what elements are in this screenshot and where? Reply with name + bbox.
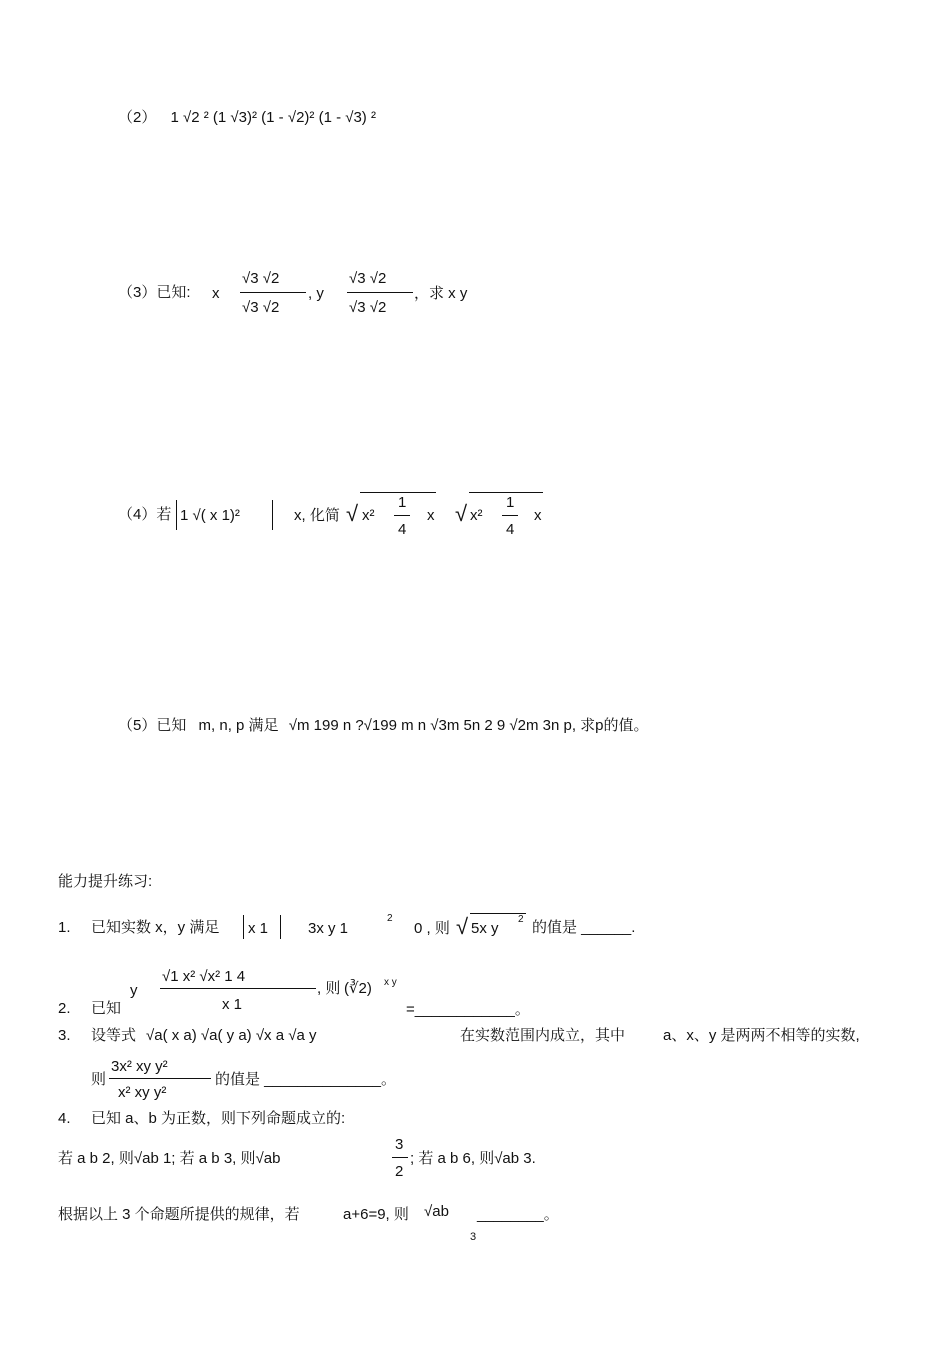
p2-numerator: √1 x² √x² 1 4 — [162, 968, 246, 985]
p3-cond: 在实数范围内成立，其中 — [460, 1027, 626, 1044]
p1-number: 1. — [58, 919, 71, 936]
p2-denominator: x 1 — [222, 996, 243, 1013]
p1-eq: 0 , 则 — [414, 920, 450, 937]
q2-line — [118, 108, 376, 128]
q4-rad2-tail: x — [534, 507, 542, 524]
p3-then: 则 — [91, 1071, 107, 1088]
q5-label: （5）已知 — [118, 717, 187, 734]
q3-fracbar2 — [347, 292, 413, 293]
q3-den1: √3 √2 — [242, 299, 280, 316]
p3-denominator: x² xy y² — [118, 1084, 167, 1101]
p4-rad: √ab — [424, 1203, 449, 1220]
q4-sqrtbar2 — [469, 492, 543, 493]
q5-vars: m, n, p — [198, 717, 245, 734]
p4-cond: a+6=9, 则 — [343, 1206, 409, 1223]
p4-line: 若 a b 2, 则√ab 1; 若 a b 3, 则√ab — [58, 1150, 281, 1167]
q3-fracbar1 — [240, 292, 306, 293]
q5-line — [118, 716, 649, 736]
p4-rule: 根据以上 3 个命题所提供的规律，若 — [58, 1206, 300, 1223]
q4-radical2: √ — [455, 501, 468, 526]
p1-abs: x 1 — [248, 920, 269, 937]
p1-sup: 2 — [387, 913, 393, 924]
p4-blank: ________。 — [477, 1206, 559, 1223]
q3-sep: , y — [308, 285, 324, 302]
p2-text: 已知 — [91, 1000, 122, 1017]
q4-frac-den2: 4 — [506, 521, 515, 538]
q5-cond: 满足 — [248, 717, 279, 734]
p1-abs-right — [280, 915, 281, 939]
q2-label: （2） — [118, 109, 157, 126]
q5-expression: √m 199 n ?√199 m n √3m 5n 2 9 √2m 3n p — [288, 717, 572, 734]
p2-number: 2. — [58, 1000, 71, 1017]
q4-abs-inner: 1 √( x 1)² — [180, 507, 240, 524]
q4-fracbar2 — [502, 515, 518, 516]
p2-y: y — [130, 982, 138, 999]
p2-then: , 则 — [317, 980, 341, 997]
q3-num2: √3 √2 — [349, 270, 387, 287]
p3-tail: 的值是 ______________。 — [215, 1071, 396, 1088]
p1-rad: 5x y — [471, 920, 499, 937]
p1-mid: 3x y 1 — [308, 920, 349, 937]
q3-label: （3）已知: — [118, 284, 191, 301]
p2-eq: =____________。 — [406, 1001, 530, 1018]
p3-text: 设等式 — [91, 1027, 137, 1044]
p2-fracbar — [160, 988, 316, 989]
q3-x: x — [212, 285, 220, 302]
q4-abs-right — [272, 500, 273, 530]
p1-text: 已知实数 x，y 满足 — [91, 919, 220, 936]
q4-fracbar1 — [394, 515, 410, 516]
q3-tail: ，求 x y — [414, 285, 468, 302]
p4-sub: 3 — [470, 1231, 477, 1243]
p3-cond2: a、x、y 是两两不相等的实数, — [663, 1027, 860, 1044]
p3-expr: √a( x a) √a( y a) √x a √a y — [146, 1027, 317, 1044]
p3-numerator: 3x² xy y² — [111, 1058, 168, 1075]
q5-tail: , 求p的值。 — [571, 717, 649, 734]
p2-power-sup: x y — [384, 977, 397, 988]
q4-frac-num2: 1 — [506, 494, 515, 511]
q4-rad1: x² — [362, 507, 375, 524]
p4-line-tail: ; 若 a b 6, 则√ab 3. — [410, 1150, 536, 1167]
p4-fracbar — [392, 1157, 408, 1158]
p1-radical: √ — [456, 914, 469, 939]
q2-expression: 1 √2 ² (1 √3)² (1 - √2)² (1 - √3) ² — [170, 109, 376, 126]
q4-abs-left — [176, 500, 177, 530]
p4-frac-den: 2 — [395, 1163, 404, 1180]
p4-number: 4. — [58, 1110, 71, 1127]
q4-mid: x, 化简 — [294, 507, 340, 524]
q3-num1: √3 √2 — [242, 270, 280, 287]
p1-rad-sup: 2 — [518, 914, 524, 925]
q4-label: （4）若 — [118, 506, 172, 523]
q3-den2: √3 √2 — [349, 299, 387, 316]
p1-tail: 的值是 ______. — [532, 919, 636, 936]
p3-fracbar — [109, 1078, 211, 1079]
p1-abs-left — [243, 915, 244, 939]
q4-radical1: √ — [346, 501, 359, 526]
q4-sqrtbar1 — [360, 492, 436, 493]
q4-rad2: x² — [470, 507, 483, 524]
p3-number: 3. — [58, 1027, 71, 1044]
p4-frac-num: 3 — [395, 1136, 404, 1153]
q4-frac-num1: 1 — [398, 494, 407, 511]
p4-text: 已知 a、b 为正数，则下列命题成立的: — [91, 1110, 346, 1127]
section-title: 能力提升练习: — [58, 873, 153, 890]
p2-power: (∛2) — [344, 980, 372, 997]
q4-frac-den1: 4 — [398, 521, 407, 538]
q4-rad1-tail: x — [427, 507, 435, 524]
